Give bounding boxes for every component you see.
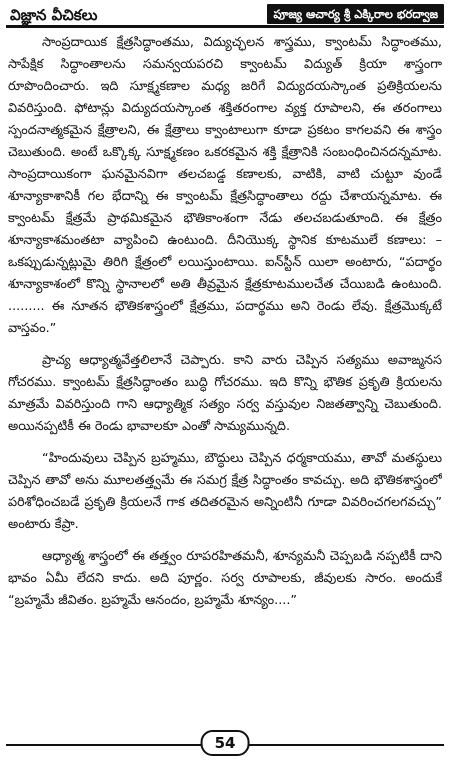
author-banner: పూజ్య ఆచార్య శ్రీ ఎక్కిరాల భరద్వాజ: [267, 4, 444, 24]
paragraph-4: ఆధ్యాత్మ శాస్త్రంలో ఈ తత్త్వం రూపరహితమనీ, శూన్యమనీ చెప్పబడి నప్పటికీ దాని భావం ఏమీ లేదని కాదు. అది పూర్ణం. సర్వ రూపాలకు, జీవులకు సారం. అందుకే “బ్రహ్మమే జీవితం. బ్రహ్మమే ఆనందం, బ్రహ్మమే శూన్యం....”: [8, 549, 442, 608]
book-title: విజ్ఞాన వీచికలు: [10, 6, 98, 24]
page-body: [8, 32, 442, 720]
page-number: 54: [201, 730, 250, 756]
paragraph-2: ప్రాచ్య ఆధ్యాత్మవేత్తలిలానే చెప్పారు. కాని వారు చెప్పిన సత్యము అవాఙ్మనస గోచరము. క్వాంటమ్ క్షేత్రసిద్ధాంతం బుద్ధి గోచరము. ఇది కొన్ని భౌతిక ప్రకృతి క్రియలను మాత్రమే వివరిస్తుంది గాని ఆధ్యాత్మిక సత్యం సర్వ వస్తువుల నిజతత్వాన్ని చెబుతుంది. అయినప్పటికీ ఈ రెండు భావాలకూ ఎంతో సామ్యమున్నది.: [8, 353, 442, 434]
header-divider: [6, 25, 444, 28]
running-header: [6, 2, 444, 24]
paragraph-3: “హిందువులు చెప్పిన బ్రహ్మము, బౌద్ధులు చెప్పిన ధర్మకాయము, తావో మతస్థులు చెప్పిన తావో అను మూలతత్త్వమే ఈ సమగ్ర క్షేత్ర సిద్ధాంతం కావచ్చు. అది భౌతికశాస్త్రంలో పరిశోధించబడే ప్రకృతి క్రియలనే గాక తదితరమైన అన్నింటినీ గూడా వివరించగలగవచ్చు” అంటారు కేప్రా.: [8, 451, 442, 532]
paragraph-1: సాంప్రదాయిక క్షేత్రసిద్ధాంతము, విద్యుచ్ఛలన శాస్త్రము, క్వాంటమ్ సిద్ధాంతము, సాపేక్షిక సిద్ధాంతాలను సమన్వయపరచి క్వాంటమ్ విద్యుత్ క్రియా శాస్త్రంగా రూపొందించారు. ఇది సూక్ష్మకణాల మధ్య జరిగే విద్యుదయస్కాంత ప్రతిక్రియలను వివరిస్తుంది. ఫోటాన్లు విద్యుదయస్కాంత శక్తితరంగాల వ్యక్త రూపాలని, ఈ తరంగాలు స్పందనాత్మకమైన క్షేత్రాలని, ఈ క్షేత్రాలు క్వాంటాలుగా కూడా ప్రకటం కాగలవని ఈ శాస్త్రం చెబుతుంది. అంటే ఒక్కొక్క సూక్ష్మకణం ఒకరకమైన శక్తి క్షేత్రానికి సంబంధించినదన్నమాట. సాంప్రదాయికంగా ఘనమైనవిగా తలచబడ్డ కణాలకు, వాటికి, వాటి చుట్టూ వుండే శూన్యాకాశానికీ గల భేదాన్ని ఈ క్వాంటమ్ క్షేత్రసిద్ధాంతాలు రద్దు చేశాయన్నమాట. ఈ క్వాంటమ్ క్షేత్రమే ప్రాథమికమైన భౌతికాంశంగా నేడు తలచబడుతూంది. ఈ క్షేత్రం శూన్యాకాశమంతటా వ్యాపించి ఉంటుంది. దీనియొక్క స్థానిక కూటములే కణాలు: – ఒకప్పుడున్నట్లుమై తిరిగి క్షేత్రంలో లయిస్తుంటాయి. ఐన్‌స్టీన్ యిలా అంటారు, “పదార్థం శూన్యాకాశంలో కొన్ని స్థానాలలో అతి తీవ్రమైన క్షేత్రకూటములచేత చేయిబడి ఉంటుంది. ......... ఈ నూతన భౌతికశాస్త్రంలో క్షేత్రము, పదార్థము అని రెండు లేవు. క్షేత్రమొక్కటే వాస్తవం.”: [8, 35, 442, 336]
